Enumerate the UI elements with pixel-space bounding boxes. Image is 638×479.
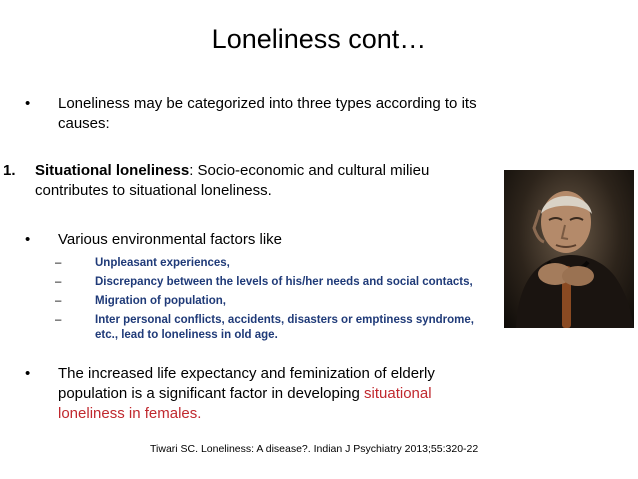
slide-title: Loneliness cont… (211, 24, 427, 54)
sub-item (55, 313, 500, 343)
sub-dash: – (55, 295, 62, 307)
situational-heading: Situational loneliness (35, 162, 190, 179)
sub-item (55, 294, 500, 309)
highlight-text: situational loneliness in females. (58, 385, 432, 422)
bullet-text: The increased life expectancy and feminization of elderly population is a significant factor in developing (58, 365, 435, 402)
bullet-text: Loneliness may be categorized into three types according to its causes: (58, 95, 477, 132)
number-marker: 1. (3, 162, 16, 179)
bullet-marker: • (25, 95, 31, 112)
bullet-marker: • (25, 231, 31, 248)
sub-item (55, 275, 500, 290)
bullet-marker: • (25, 365, 31, 382)
citation: Tiwari SC. Loneliness: A disease?. Indian J Psychiatry 2013;55:320-22 (150, 443, 479, 455)
sub-dash: – (55, 276, 62, 288)
elderly-man-illustration (504, 170, 634, 328)
elderly-man-photo (504, 170, 634, 328)
sub-text: Inter personal conflicts, accidents, disasters or emptiness syndrome, etc., lead to loneliness in old age. (95, 314, 474, 341)
numbered-situational (3, 161, 488, 201)
bullet-types-intro (25, 94, 515, 134)
sub-dash: – (55, 314, 62, 326)
sub-item (55, 256, 500, 271)
bullet-text: Various environmental factors like (58, 231, 282, 248)
bullet-life-expectancy (25, 364, 485, 424)
sub-text: Migration of population, (95, 295, 226, 307)
sub-text: Discrepancy between the levels of his/her needs and social contacts, (95, 276, 473, 288)
sub-dash: – (55, 257, 62, 269)
bullet-environmental (25, 230, 505, 250)
situational-description: : Socio-economic and cultural milieu contributes to situational loneliness. (35, 162, 430, 199)
sub-text: Unpleasant experiences, (95, 257, 230, 269)
